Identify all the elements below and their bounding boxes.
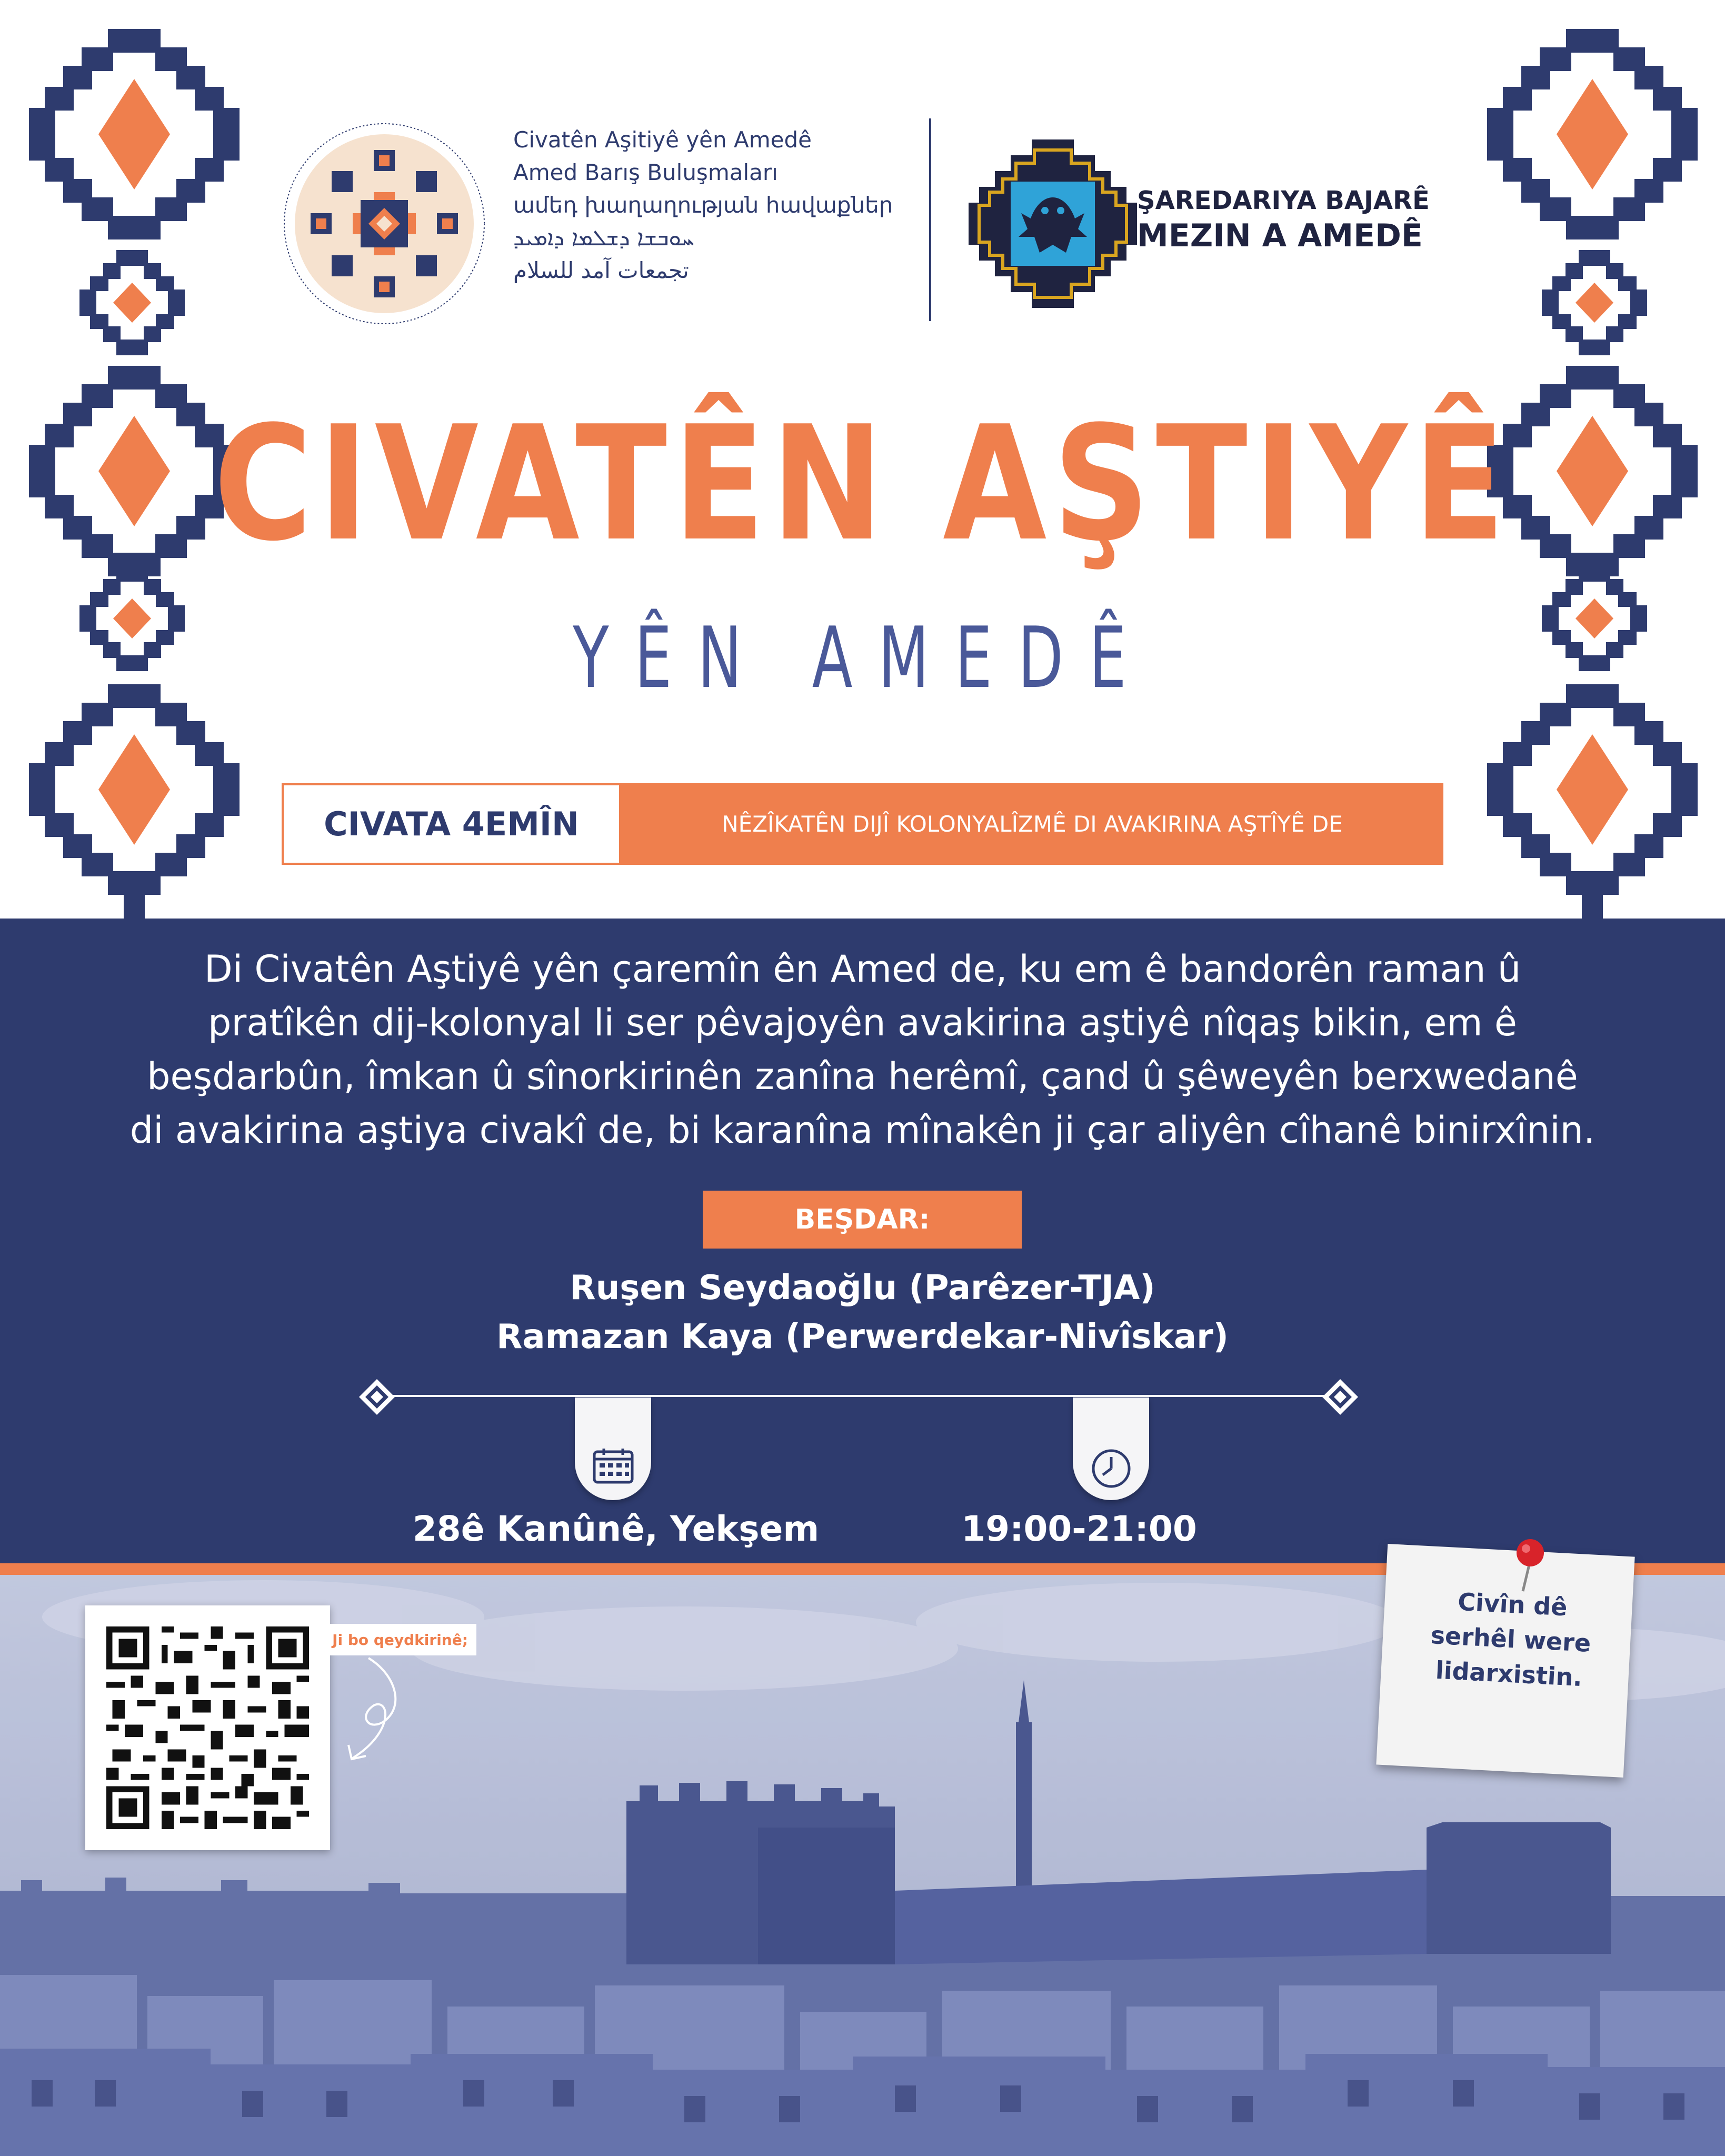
- org-name-armenian: ամեդ խաղաղության հավաքներ: [513, 192, 893, 218]
- municipality-name-line2: MEZIN A AMEDÊ: [1137, 217, 1423, 254]
- speaker-name: Ruşen Seydaoğlu (Parêzer-TJA): [570, 1269, 1155, 1307]
- timeline-line: [392, 1395, 1340, 1397]
- peace-meetings-logo: [282, 121, 487, 326]
- time-marker: [1073, 1398, 1149, 1500]
- description-line: Di Civatên Aştiyê yên çaremîn ên Amed de, ku em ê bandorên raman û: [204, 947, 1521, 991]
- curved-arrow-icon: [337, 1653, 411, 1769]
- clock-icon: [1090, 1448, 1132, 1490]
- main-title: CIVATÊN AŞTIYÊ: [213, 392, 1512, 576]
- org-name-turkish: Amed Barış Buluşmaları: [513, 159, 778, 185]
- speaker-name: Ramazan Kaya (Perwerdekar-Nivîskar): [496, 1317, 1229, 1356]
- push-pin-icon: [1508, 1536, 1550, 1594]
- description-line: di avakirina aştiya civakî de, bi karanîna mînakên ji çar aliyên cîhanê binirxînin.: [129, 1109, 1596, 1152]
- online-note-text: [1398, 1581, 1624, 1697]
- speakers-label: BEŞDAR:: [703, 1191, 1022, 1249]
- municipality-name: [1137, 184, 1430, 255]
- sub-title: YÊN AMEDÊ: [573, 608, 1152, 707]
- description-line: beşdarbûn, îmkan û sînorkirinên zanîna herêmî, çand û şêweyên berxwedanê: [147, 1055, 1578, 1098]
- organization-names: [513, 124, 913, 287]
- event-description: [42, 942, 1683, 1157]
- registration-qr-code[interactable]: [85, 1605, 330, 1850]
- event-time: 19:00-21:00: [961, 1509, 1197, 1549]
- note-line: serhêl were: [1430, 1621, 1592, 1658]
- org-name-kurdish: Civatên Aşitiyê yên Amedê: [513, 127, 812, 153]
- municipality-logo: [969, 139, 1137, 308]
- event-date: 28ê Kanûnê, Yekşem: [412, 1509, 820, 1549]
- municipality-name-line1: ŞAREDARIYA BAJARÊ: [1137, 186, 1430, 215]
- qr-code-icon: [106, 1626, 309, 1829]
- timeline-diamond-icon: [358, 1378, 396, 1416]
- timeline-diamond-icon: [1321, 1378, 1359, 1416]
- header-divider: [929, 118, 931, 321]
- registration-caption: Ji bo qeydkirinê;: [324, 1624, 476, 1655]
- session-topic: NÊZÎKATÊN DIJÎ KOLONYALÎZMÊ DI AVAKIRINA AŞTÎYÊ DE: [621, 783, 1443, 865]
- session-number: CIVATA 4EMÎN: [282, 783, 621, 865]
- note-line: lidarxistin.: [1434, 1655, 1583, 1692]
- org-name-arabic: تجمعات آمد للسلام: [513, 257, 689, 283]
- date-marker: [575, 1398, 651, 1500]
- org-name-syriac: ܚܘܒܫܐ ܕܫܠܡܐ ܕܐܡܝܕ: [513, 225, 694, 251]
- description-line: pratîkên dij-kolonyal li ser pêvajoyên avakirina aştiyê nîqaş bikin, em ê: [208, 1001, 1517, 1044]
- note-line: Civîn dê: [1457, 1587, 1568, 1622]
- calendar-icon: [592, 1448, 634, 1484]
